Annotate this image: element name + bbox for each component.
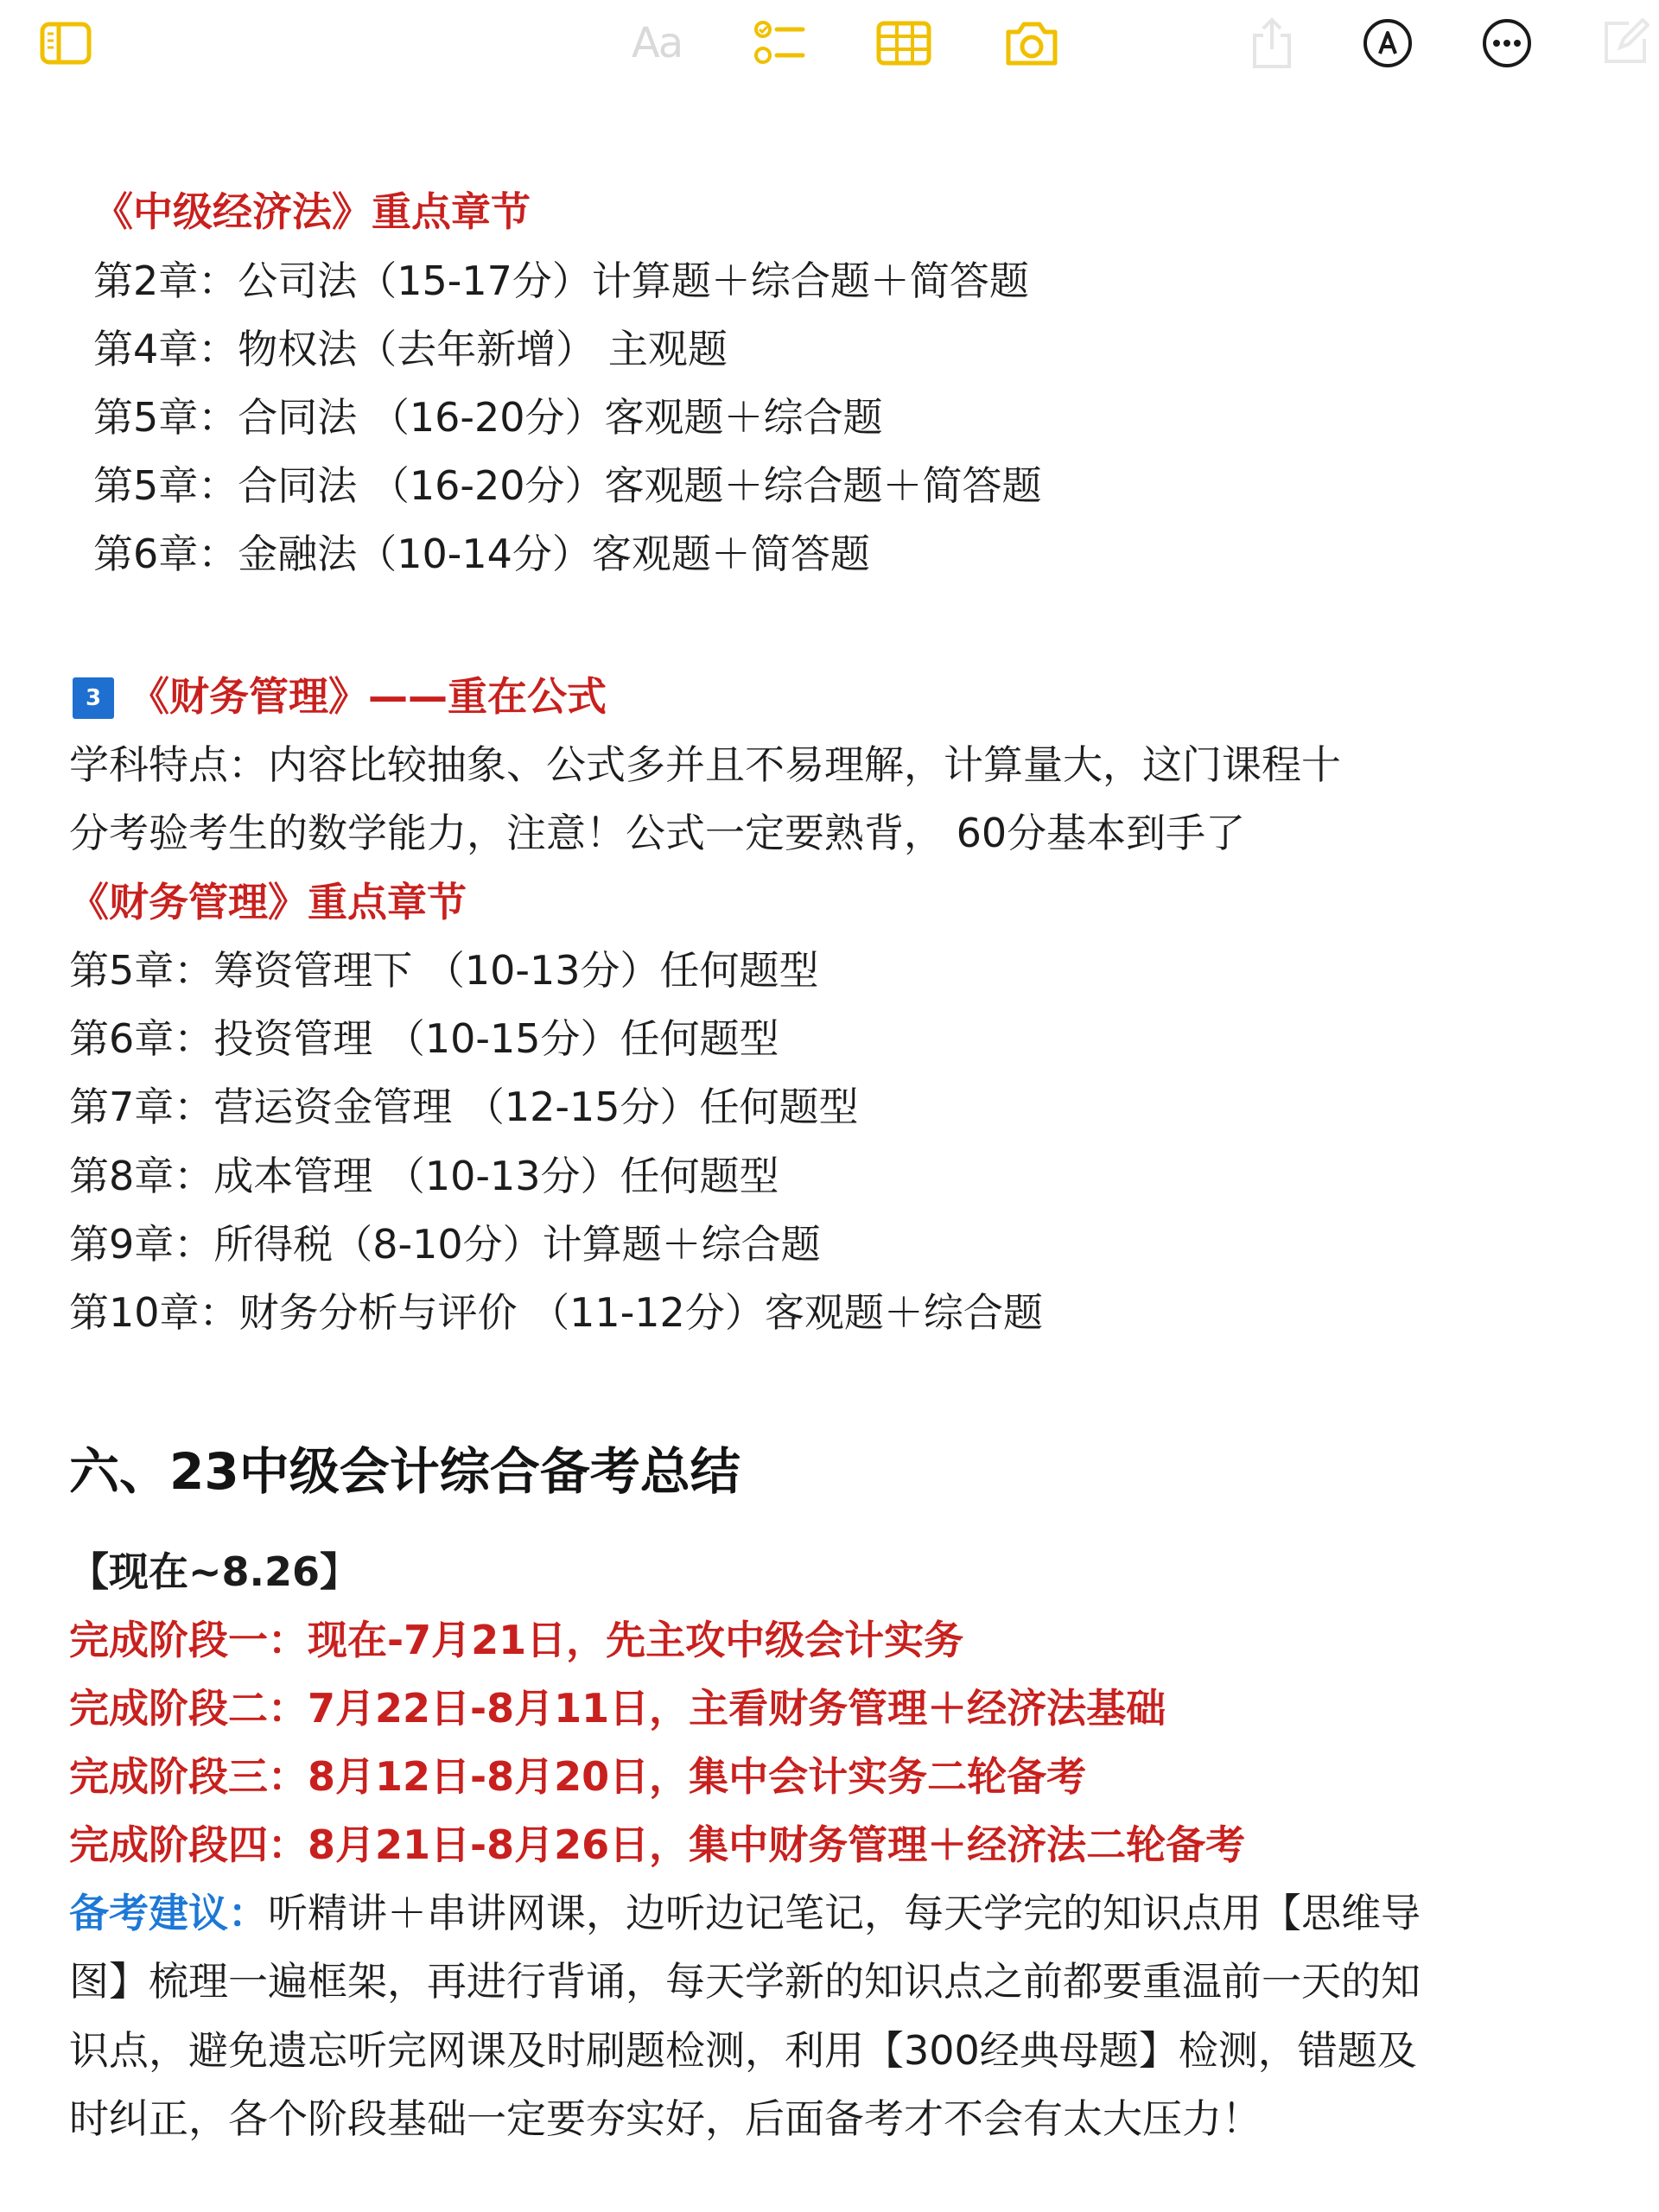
finance-item: 第6章：投资管理 （10-15分）任何题型 [69, 1015, 779, 1062]
econ-law-item: 第4章：物权法（去年新增） 主观题 [93, 326, 728, 372]
summary-period: 【现在~8.26】 [69, 1548, 360, 1595]
econ-law-item: 第5章：合同法 （16-20分）客观题＋综合题＋简答题 [93, 462, 1042, 509]
advice-line: 识点，避免遗忘听完网课及时刷题检测，利用【300经典母题】检测，错题及 [69, 2027, 1417, 2074]
finance-item: 第9章：所得税（8-10分）计算题＋综合题 [69, 1221, 821, 1268]
econ-law-heading: 《中级经济法》重点章节 [93, 188, 531, 235]
advice-text: 听精讲＋串讲网课，边听边记笔记，每天学完的知识点用【思维导 [268, 1890, 1421, 1936]
advice-label: 备考建议： [69, 1890, 268, 1936]
advice-line: 图】梳理一遍框架，再进行背诵，每天学新的知识点之前都要重温前一天的知 [69, 1958, 1421, 2005]
stage-item: 完成阶段四：8月21日-8月26日，集中财务管理＋经济法二轮备考 [69, 1821, 1246, 1868]
finance-item: 第10章：财务分析与评价 （11-12分）客观题＋综合题 [69, 1289, 1043, 1336]
finance-title-row [73, 662, 607, 731]
econ-law-item: 第5章：合同法 （16-20分）客观题＋综合题 [93, 394, 883, 441]
advice-line [69, 1878, 1421, 1948]
econ-law-item: 第2章：公司法（15-17分）计算题＋综合题＋简答题 [93, 257, 1029, 304]
finance-item: 第7章：营运资金管理 （12-15分）任何题型 [69, 1084, 859, 1130]
summary-title: 六、23中级会计综合备考总结 [69, 1442, 741, 1501]
econ-law-item: 第6章：金融法（10-14分）客观题＋简答题 [93, 531, 870, 577]
finance-item: 第5章：筹资管理下 （10-13分）任何题型 [69, 947, 819, 994]
finance-item: 第8章：成本管理 （10-13分）任何题型 [69, 1153, 779, 1199]
stage-item: 完成阶段二：7月22日-8月11日，主看财务管理＋经济法基础 [69, 1685, 1166, 1732]
advice-line: 时纠正，各个阶段基础一定要夯实好，后面备考才不会有太大压力！ [69, 2095, 1262, 2142]
finance-desc-line: 分考验考生的数学能力，注意！公式一定要熟背， 60分基本到手了 [69, 810, 1246, 856]
number-badge: 3 [73, 677, 114, 719]
finance-desc-line: 学科特点：内容比较抽象、公式多并且不易理解，计算量大，这门课程十 [69, 741, 1341, 788]
finance-title: 《财务管理》——重在公式 [130, 673, 607, 720]
stage-item: 完成阶段三：8月12日-8月20日，集中会计实务二轮备考 [69, 1753, 1087, 1800]
format-aa-label: Aa [631, 19, 683, 67]
finance-heading: 《财务管理》重点章节 [69, 879, 467, 925]
stage-item: 完成阶段一：现在-7月21日，先主攻中级会计实务 [69, 1617, 964, 1663]
